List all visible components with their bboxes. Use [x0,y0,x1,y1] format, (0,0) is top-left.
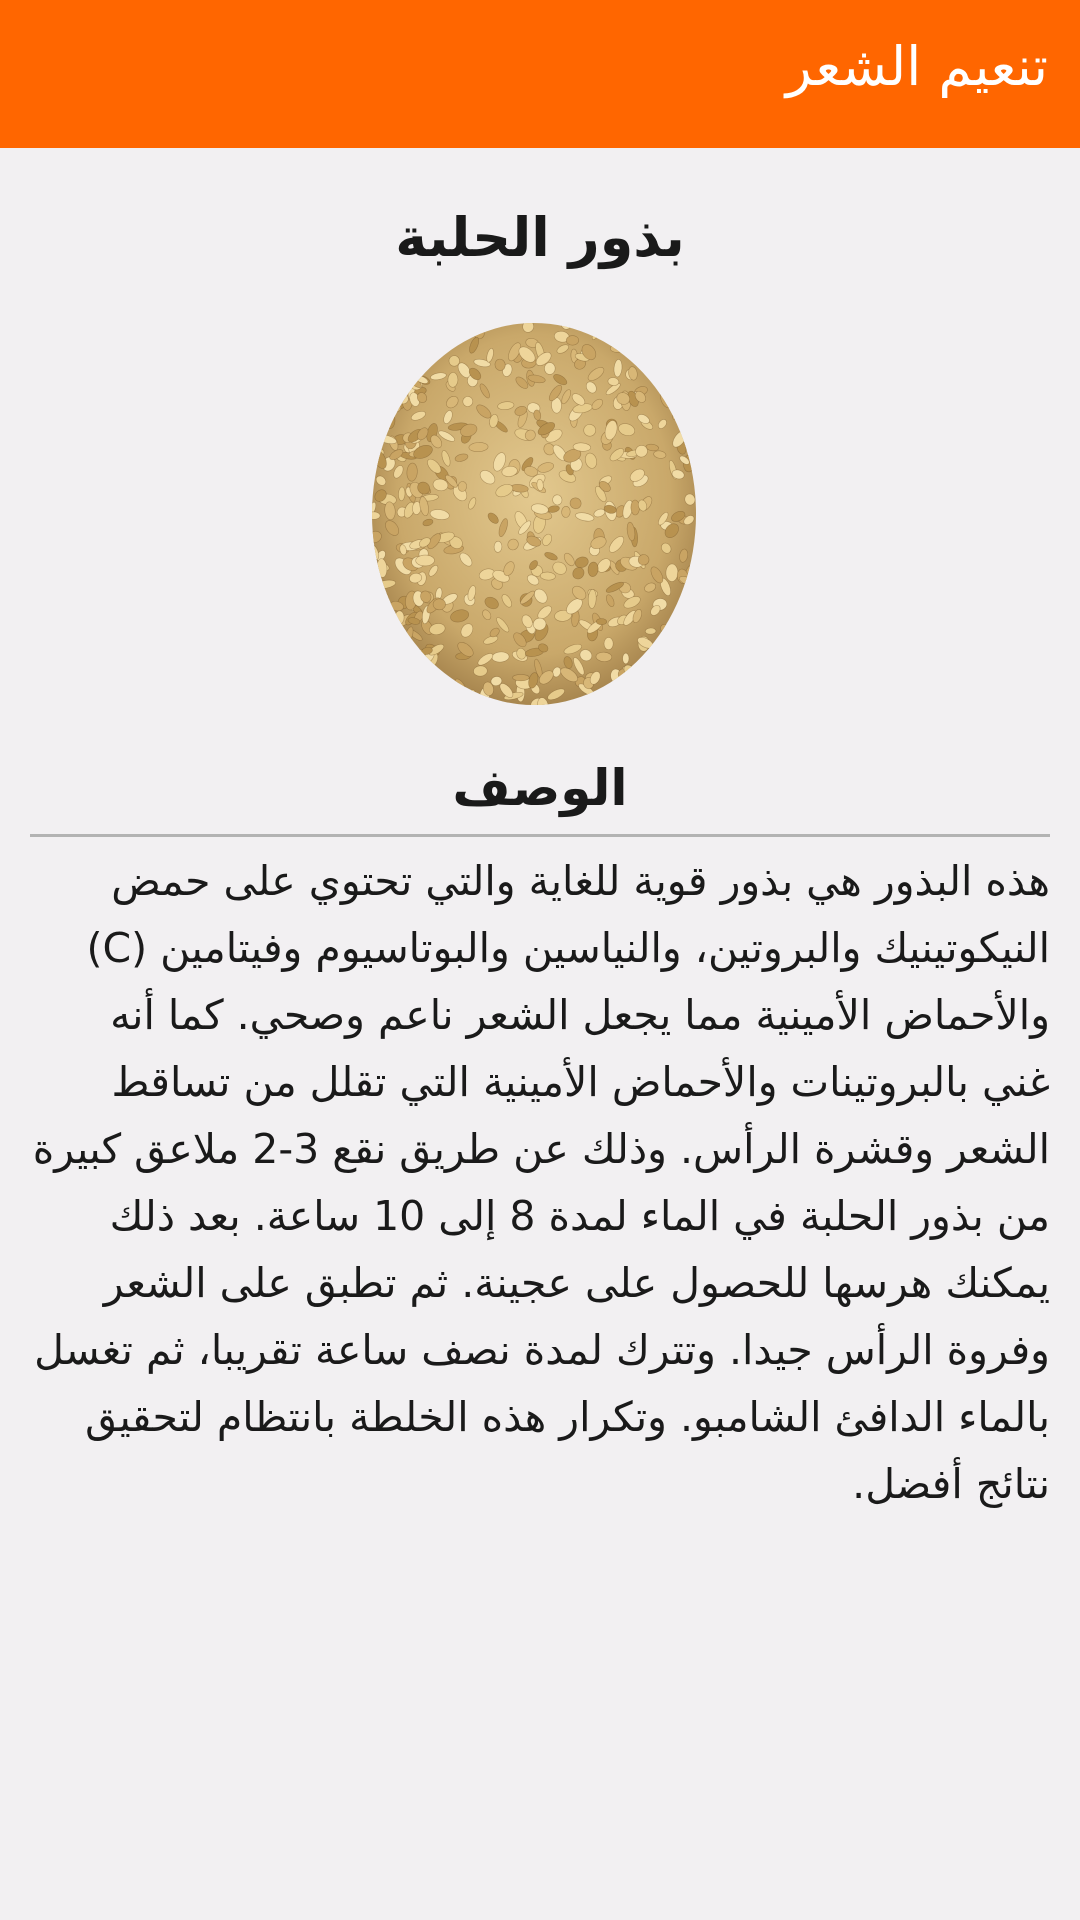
app-title: تنعيم الشعر [785,35,1048,98]
description-text: هذه البذور هي بذور قوية للغاية والتي تحتوي على حمض النيكوتينيك والبروتين، والنياسين والبوتاسيوم وفيتامين (C) والأحماض الأمينية مما يجعل الشعر ناعم وصحي. كما أنه غني بالبروتينات والأحماض الأمينية التي تقلل من تساقط الشعر وقشرة الرأس. وذلك عن طريق نقع 3-2 ملاعق كبيرة من بذور الحلبة في الماء لمدة 8 إلى 10 ساعة. بعد ذلك يمكنك هرسها للحصول على عجينة. ثم تطبق على الشعر وفروة الرأس جيدا. وتترك لمدة نصف ساعة تقريبا، ثم تغسل بالماء الدافئ الشامبو. وتكرار هذه الخلطة بانتظام لتحقيق نتائج أفضل. [32,857,1050,1508]
app-bar [0,0,1080,148]
content-area [0,148,1080,1920]
item-title: بذور الحلبة [395,206,685,269]
fenugreek-seeds-image [372,323,696,705]
divider [30,834,1050,837]
description-heading: الوصف [452,759,628,817]
